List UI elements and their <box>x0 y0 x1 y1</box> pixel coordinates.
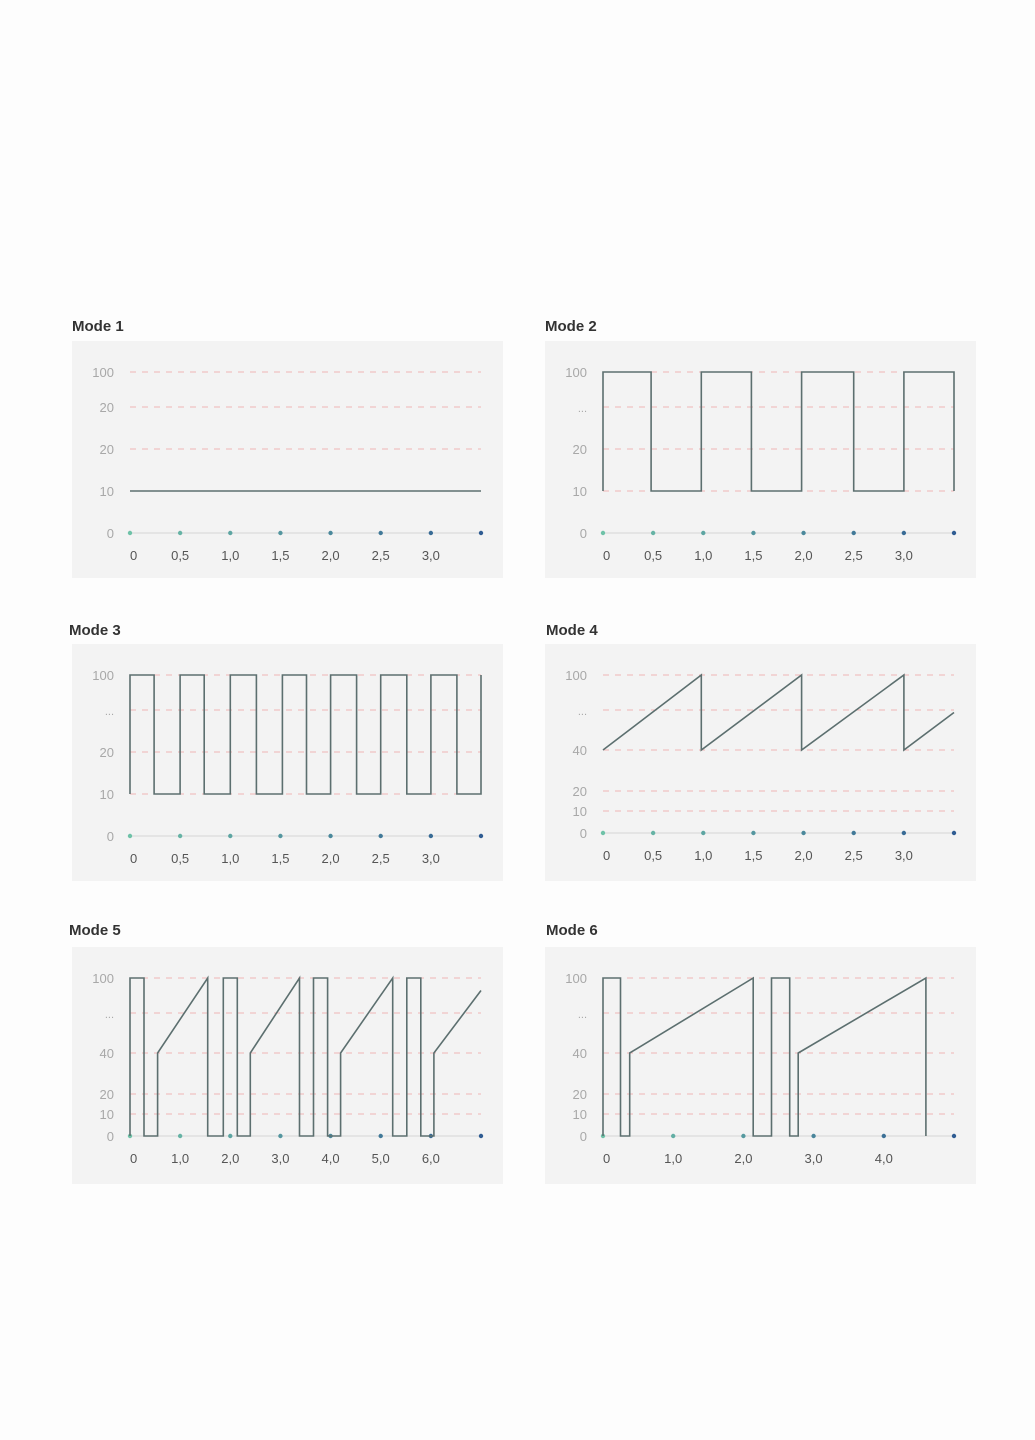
x-tick-label: 4,0 <box>874 1151 893 1166</box>
y-tick-label: 10 <box>572 804 587 819</box>
x-tick-label: 1,0 <box>221 548 240 563</box>
chart-svg <box>72 644 503 881</box>
series-line <box>130 978 481 1136</box>
axis-marker <box>429 531 433 535</box>
y-tick-label: 20 <box>99 400 114 415</box>
x-tick-label: 1,5 <box>271 851 290 866</box>
y-tick-label: 0 <box>106 1129 114 1144</box>
y-tick-label: 100 <box>565 365 587 380</box>
y-tick-label: 10 <box>572 484 587 499</box>
axis-marker <box>701 531 705 535</box>
axis-marker <box>741 1134 745 1138</box>
mode-2-chart <box>545 341 976 578</box>
mode-3-chart <box>72 644 503 881</box>
x-tick-label: 1,5 <box>744 848 763 863</box>
axis-marker <box>178 531 182 535</box>
mode-6-title: Mode 6 <box>546 922 598 939</box>
x-tick-label: 0 <box>603 848 611 863</box>
axis-marker <box>479 531 483 535</box>
mode-4-chart <box>545 644 976 881</box>
axis-marker <box>379 834 383 838</box>
x-tick-label: 3,0 <box>421 548 440 563</box>
y-tick-label: 0 <box>106 526 114 541</box>
chart-svg <box>72 341 503 578</box>
x-tick-label: 0,5 <box>171 851 190 866</box>
x-tick-label: 1,5 <box>744 548 763 563</box>
x-tick-label: 2,0 <box>321 851 340 866</box>
mode-5-title: Mode 5 <box>69 922 121 939</box>
y-tick-label: ... <box>577 706 587 718</box>
y-tick-label: 40 <box>99 1046 114 1061</box>
axis-marker <box>328 531 332 535</box>
axis-marker <box>801 831 805 835</box>
axis-marker <box>479 1134 483 1138</box>
x-tick-label: 3,0 <box>894 548 913 563</box>
axis-marker <box>651 531 655 535</box>
axis-marker <box>601 831 605 835</box>
x-tick-label: 0 <box>130 851 138 866</box>
axis-marker <box>952 531 956 535</box>
mode-1-title: Mode 1 <box>72 318 124 335</box>
axis-marker <box>278 1134 282 1138</box>
y-tick-label: 20 <box>572 1087 587 1102</box>
axis-marker <box>952 831 956 835</box>
chart-svg <box>72 947 503 1184</box>
x-tick-label: 3,0 <box>421 851 440 866</box>
y-tick-label: 10 <box>99 1107 114 1122</box>
x-tick-label: 1,0 <box>171 1151 190 1166</box>
y-tick-label: 0 <box>579 826 587 841</box>
axis-marker <box>228 531 232 535</box>
y-tick-label: 20 <box>99 745 114 760</box>
x-tick-label: 0 <box>603 548 611 563</box>
y-tick-label: 20 <box>99 1087 114 1102</box>
x-tick-label: 1,0 <box>694 848 713 863</box>
mode-1-chart <box>72 341 503 578</box>
axis-marker <box>601 531 605 535</box>
axis-marker <box>882 1134 886 1138</box>
y-tick-label: ... <box>104 1009 114 1021</box>
y-tick-label: 0 <box>579 526 587 541</box>
y-tick-label: 10 <box>99 484 114 499</box>
x-tick-label: 6,0 <box>421 1151 440 1166</box>
y-tick-label: 20 <box>572 784 587 799</box>
axis-marker <box>952 1134 956 1138</box>
y-tick-label: 0 <box>579 1129 587 1144</box>
mode-3-title: Mode 3 <box>69 622 121 639</box>
mode-2-title: Mode 2 <box>545 318 597 335</box>
axis-marker <box>429 834 433 838</box>
mode-6-chart <box>545 947 976 1184</box>
y-tick-label: ... <box>104 706 114 718</box>
y-tick-label: ... <box>577 403 587 415</box>
series-line <box>603 372 954 491</box>
x-tick-label: 0,5 <box>644 548 663 563</box>
mode-4-title: Mode 4 <box>546 622 598 639</box>
axis-marker <box>178 1134 182 1138</box>
axis-marker <box>128 834 132 838</box>
x-tick-label: 2,0 <box>794 548 813 563</box>
x-tick-label: 5,0 <box>371 1151 390 1166</box>
axis-marker <box>228 834 232 838</box>
x-tick-label: 3,0 <box>804 1151 823 1166</box>
series-line <box>603 675 954 750</box>
x-tick-label: 0,5 <box>644 848 663 863</box>
y-tick-label: 100 <box>92 971 114 986</box>
axis-marker <box>751 831 755 835</box>
axis-marker <box>128 531 132 535</box>
axis-marker <box>228 1134 232 1138</box>
y-tick-label: 20 <box>99 442 114 457</box>
y-tick-label: 100 <box>565 668 587 683</box>
y-tick-label: 0 <box>106 829 114 844</box>
x-tick-label: 2,0 <box>321 548 340 563</box>
axis-marker <box>278 834 282 838</box>
y-tick-label: 10 <box>572 1107 587 1122</box>
x-tick-label: 0 <box>130 548 138 563</box>
axis-marker <box>801 531 805 535</box>
x-tick-label: 2,0 <box>221 1151 240 1166</box>
x-tick-label: 2,5 <box>844 848 863 863</box>
axis-marker <box>651 831 655 835</box>
chart-svg <box>545 644 976 881</box>
x-tick-label: 0 <box>603 1151 611 1166</box>
axis-marker <box>811 1134 815 1138</box>
axis-marker <box>379 1134 383 1138</box>
series-line <box>603 978 926 1136</box>
x-tick-label: 2,5 <box>371 548 390 563</box>
x-tick-label: 2,5 <box>371 851 390 866</box>
x-tick-label: 3,0 <box>894 848 913 863</box>
axis-marker <box>178 834 182 838</box>
y-tick-label: 100 <box>92 668 114 683</box>
axis-marker <box>379 531 383 535</box>
y-tick-label: 20 <box>572 442 587 457</box>
y-tick-label: 100 <box>92 365 114 380</box>
x-tick-label: 2,0 <box>794 848 813 863</box>
axis-marker <box>902 831 906 835</box>
x-tick-label: 2,0 <box>734 1151 753 1166</box>
x-tick-label: 1,0 <box>664 1151 683 1166</box>
x-tick-label: 1,5 <box>271 548 290 563</box>
x-tick-label: 4,0 <box>321 1151 340 1166</box>
y-tick-label: ... <box>577 1009 587 1021</box>
axis-marker <box>328 834 332 838</box>
axis-marker <box>852 831 856 835</box>
axis-marker <box>701 831 705 835</box>
x-tick-label: 1,0 <box>694 548 713 563</box>
axis-marker <box>278 531 282 535</box>
y-tick-label: 40 <box>572 743 587 758</box>
x-tick-label: 1,0 <box>221 851 240 866</box>
axis-marker <box>852 531 856 535</box>
axis-marker <box>479 834 483 838</box>
y-tick-label: 10 <box>99 787 114 802</box>
x-tick-label: 3,0 <box>271 1151 290 1166</box>
x-tick-label: 0 <box>130 1151 138 1166</box>
mode-5-chart <box>72 947 503 1184</box>
x-tick-label: 0,5 <box>171 548 190 563</box>
axis-marker <box>671 1134 675 1138</box>
y-tick-label: 40 <box>572 1046 587 1061</box>
series-line <box>130 675 481 794</box>
chart-svg <box>545 947 976 1184</box>
chart-svg <box>545 341 976 578</box>
x-tick-label: 2,5 <box>844 548 863 563</box>
axis-marker <box>902 531 906 535</box>
axis-marker <box>751 531 755 535</box>
y-tick-label: 100 <box>565 971 587 986</box>
